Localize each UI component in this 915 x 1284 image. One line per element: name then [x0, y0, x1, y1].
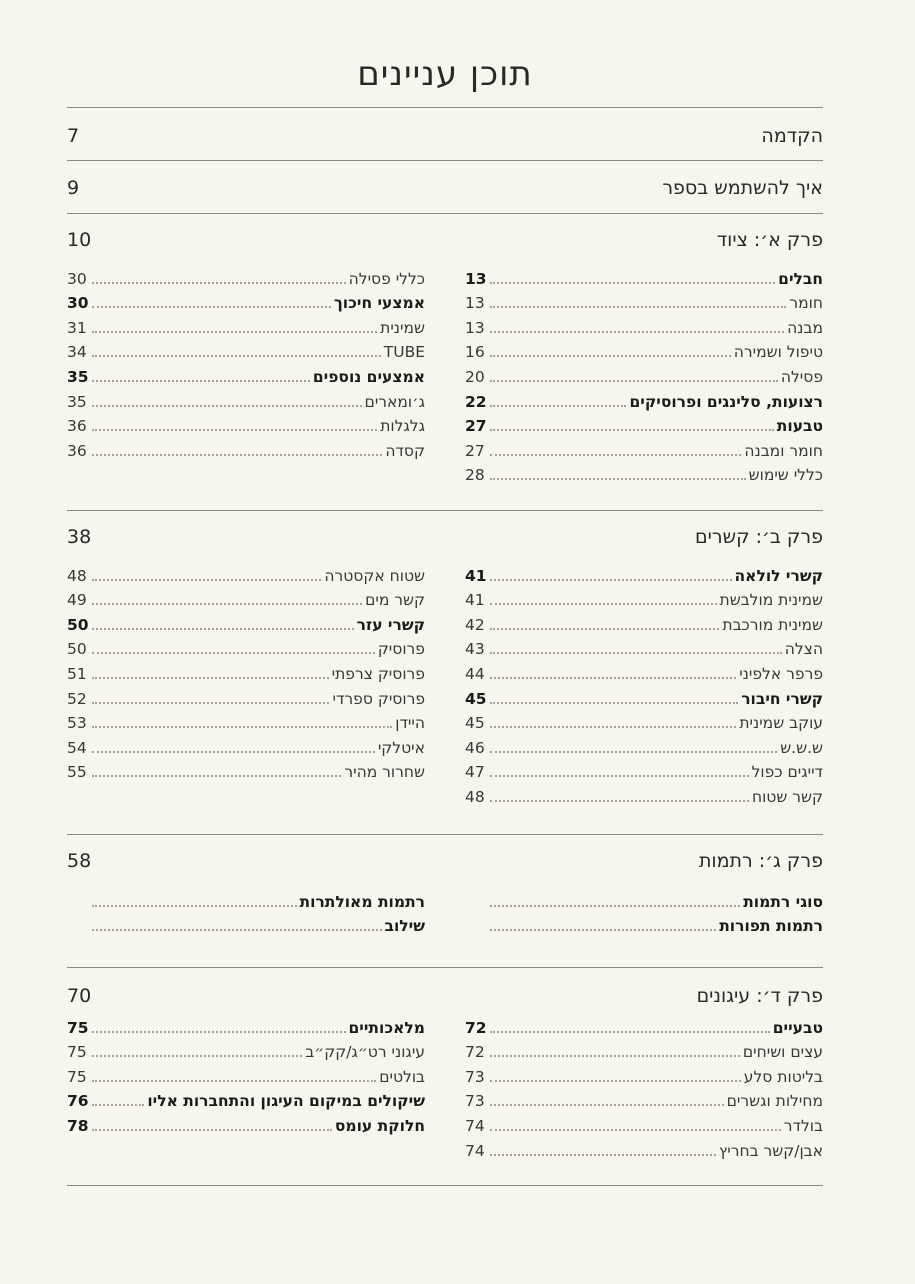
dot-leader	[490, 905, 740, 907]
divider	[67, 1185, 823, 1186]
toc-entry	[67, 387, 425, 412]
toc-entry	[67, 412, 425, 437]
toc-entry	[465, 461, 823, 486]
dot-leader	[490, 380, 778, 382]
dot-leader	[490, 1154, 716, 1156]
dot-leader	[490, 1055, 740, 1057]
dot-leader	[490, 1104, 724, 1106]
dot-leader	[92, 1080, 376, 1082]
toc-entry	[465, 1013, 823, 1038]
entry-label: טיפול ושמירה	[733, 343, 823, 362]
entry-label: שמינית מולבשת	[719, 591, 823, 610]
toc-entry	[465, 412, 823, 437]
dot-leader	[490, 478, 746, 480]
chapter-heading-1	[67, 227, 823, 253]
toc-entry	[465, 313, 823, 338]
divider	[67, 213, 823, 214]
page-number: 72	[465, 1043, 485, 1062]
dot-leader	[490, 775, 749, 777]
toc-entry	[67, 1062, 425, 1087]
entry-label: ג׳ומארים	[364, 392, 425, 411]
entry-label: חלוקת עומס	[334, 1116, 425, 1135]
page-number: 74	[465, 1141, 485, 1160]
toc-entry	[67, 887, 425, 912]
dot-leader	[92, 1055, 302, 1057]
toc-entry	[465, 659, 823, 684]
toc-entry	[67, 586, 425, 611]
entry-label: קשר מים	[365, 591, 425, 610]
toc-entry	[465, 733, 823, 758]
page-number: 50	[67, 640, 87, 659]
entry-label: בולטים	[379, 1067, 425, 1086]
entry-label: איך להשתמש בספר	[662, 177, 823, 199]
dot-leader	[490, 579, 732, 581]
chapter-4-left-column	[67, 1013, 425, 1136]
toc-entry	[465, 610, 823, 635]
toc-entry	[67, 912, 425, 937]
page-number: 72	[465, 1018, 487, 1037]
toc-entry	[465, 709, 823, 734]
entry-label: עצים ושיחים	[742, 1043, 823, 1062]
page-number: 36	[67, 441, 87, 460]
dot-leader	[490, 726, 736, 728]
dot-leader	[490, 1080, 741, 1082]
page-number: 45	[465, 689, 487, 708]
toc-entry	[67, 436, 425, 461]
toc-entry	[465, 436, 823, 461]
entry-label: שטוח אקסטרה	[324, 566, 425, 585]
page-number: 9	[67, 177, 80, 199]
chapter-heading-4	[67, 983, 823, 1009]
dot-leader	[490, 929, 716, 931]
entry-label: מלאכותיים	[348, 1018, 425, 1037]
dot-leader	[92, 702, 329, 704]
chapter-3-left-column	[67, 887, 425, 936]
toc-entry	[465, 1062, 823, 1087]
entry-label: פרוסיק ספרדי	[332, 689, 425, 708]
toc-entry	[465, 338, 823, 363]
entry-label: פסילה	[780, 367, 823, 386]
page-number: 30	[67, 294, 89, 313]
page-number: 13	[465, 269, 487, 288]
chapter-2-left-column	[67, 561, 425, 782]
dot-leader	[92, 726, 392, 728]
dot-leader	[490, 702, 738, 704]
toc-entry	[67, 362, 425, 387]
dot-leader	[490, 1031, 770, 1033]
page-number: 35	[67, 367, 89, 386]
entry-label: עוקב שמינית	[739, 714, 823, 733]
dot-leader	[490, 800, 749, 802]
page-number: 41	[465, 566, 487, 585]
toc-entry	[465, 1038, 823, 1063]
divider	[67, 967, 823, 968]
toc-row-intro	[67, 123, 823, 149]
entry-label: אמצעי חיכוך	[333, 294, 425, 313]
dot-leader	[490, 405, 626, 407]
page-number: 46	[465, 738, 485, 757]
chapter-title: פרק ד׳: עיגונים	[696, 985, 823, 1007]
toc-entry	[465, 362, 823, 387]
toc-entry	[465, 387, 823, 412]
entry-label: קסדה	[385, 441, 425, 460]
toc-entry	[465, 1087, 823, 1112]
dot-leader	[490, 1129, 781, 1131]
dot-leader	[92, 929, 382, 931]
toc-entry	[465, 561, 823, 586]
entry-label: קשרי לולאה	[734, 566, 823, 585]
dot-leader	[92, 282, 346, 284]
entry-label: היידן	[395, 714, 425, 733]
entry-label: חומר	[789, 294, 823, 313]
page-number: 30	[67, 269, 87, 288]
dot-leader	[92, 380, 310, 382]
page-number: 13	[465, 294, 485, 313]
entry-label: פרפר אלפיני	[739, 664, 823, 683]
page-number: 51	[67, 664, 87, 683]
divider	[67, 107, 823, 108]
dot-leader	[490, 628, 719, 630]
page-number: 28	[465, 466, 485, 485]
page-number: 47	[465, 763, 485, 782]
entry-label: אבן/קשר בחריץ	[718, 1141, 823, 1160]
entry-label: שמינית	[380, 318, 425, 337]
page-number: 38	[67, 526, 92, 548]
dot-leader	[92, 628, 354, 630]
page-number: 70	[67, 985, 92, 1007]
chapter-4-right-column	[465, 1013, 823, 1161]
entry-label: מבנה	[787, 318, 823, 337]
dot-leader	[92, 751, 375, 753]
entry-label: טבעות	[776, 417, 823, 436]
dot-leader	[92, 905, 297, 907]
dot-leader	[490, 652, 782, 654]
toc-entry	[67, 1013, 425, 1038]
page-number: 76	[67, 1092, 89, 1111]
divider	[67, 160, 823, 161]
toc-entry	[465, 887, 823, 912]
page-number: 75	[67, 1067, 87, 1086]
entry-label: אמצעים נוספים	[312, 367, 425, 386]
page-number: 42	[465, 615, 485, 634]
entry-label: דייגים כפול	[751, 763, 823, 782]
page-number: 41	[465, 591, 485, 610]
toc-entry	[67, 733, 425, 758]
page-number: 45	[465, 714, 485, 733]
page-number: 48	[67, 566, 87, 585]
toc-entry	[465, 264, 823, 289]
toc-entry	[67, 561, 425, 586]
entry-label: רתמות מאולתרות	[299, 892, 425, 911]
dot-leader	[490, 603, 717, 605]
dot-leader	[490, 282, 775, 284]
dot-leader	[490, 355, 731, 357]
page-number: 54	[67, 738, 87, 757]
entry-label: TUBE	[383, 343, 425, 362]
toc-row-howto	[67, 175, 823, 201]
entry-label: גלגלות	[380, 417, 425, 436]
toc-entry	[67, 709, 425, 734]
entry-label: הקדמה	[761, 125, 823, 147]
entry-label: ש.ש.ש	[780, 738, 823, 757]
chapter-3-right-column	[465, 887, 823, 936]
toc-entry	[465, 912, 823, 937]
entry-label: הצלה	[784, 640, 823, 659]
dot-leader	[92, 1031, 346, 1033]
entry-label: קשרי עזר	[356, 615, 425, 634]
toc-entry	[465, 758, 823, 783]
entry-label: שיקולים במיקום העיגון והתחברות אליו	[147, 1092, 425, 1111]
toc-entry	[465, 586, 823, 611]
dot-leader	[92, 677, 329, 679]
page-number: 75	[67, 1018, 89, 1037]
toc-entry	[465, 1111, 823, 1136]
toc-entry	[67, 289, 425, 314]
page-number: 73	[465, 1067, 485, 1086]
toc-page	[67, 0, 823, 1284]
toc-entry	[67, 635, 425, 660]
toc-entry	[465, 1136, 823, 1161]
entry-label: שמינית מורכבת	[722, 615, 823, 634]
page-number: 78	[67, 1116, 89, 1135]
page-number: 49	[67, 591, 87, 610]
toc-entry	[465, 289, 823, 314]
dot-leader	[92, 652, 375, 654]
chapter-heading-2	[67, 524, 823, 550]
page-number: 73	[465, 1092, 485, 1111]
toc-entry	[67, 1038, 425, 1063]
toc-entry	[67, 610, 425, 635]
chapter-title: פרק ג׳: רתמות	[698, 850, 823, 872]
page-number: 48	[465, 787, 485, 806]
chapter-2-right-column	[465, 561, 823, 807]
entry-label: סוגי רתמות	[743, 892, 823, 911]
entry-label: שילוב	[384, 917, 425, 936]
entry-label: איטלקי	[377, 738, 425, 757]
entry-label: כללי שימוש	[748, 466, 823, 485]
page-number: 13	[465, 318, 485, 337]
entry-label: חבלים	[778, 269, 823, 288]
toc-entry	[67, 758, 425, 783]
entry-label: בליטות סלע	[743, 1067, 823, 1086]
dot-leader	[490, 306, 786, 308]
toc-entry	[67, 659, 425, 684]
dot-leader	[490, 331, 784, 333]
page-number: 27	[465, 417, 487, 436]
dot-leader	[92, 355, 381, 357]
toc-entry	[67, 313, 425, 338]
page-number: 34	[67, 343, 87, 362]
page-number: 7	[67, 125, 80, 147]
page-number: 16	[465, 343, 485, 362]
page-number: 22	[465, 392, 487, 411]
toc-entry	[67, 684, 425, 709]
dot-leader	[92, 306, 331, 308]
dot-leader	[92, 603, 362, 605]
entry-label: קשרי חיבור	[741, 689, 823, 708]
entry-label: שחרור מהיר	[344, 763, 425, 782]
page-number: 55	[67, 763, 87, 782]
divider	[67, 510, 823, 511]
page-number: 36	[67, 417, 87, 436]
page-number: 58	[67, 850, 92, 872]
dot-leader	[490, 429, 774, 431]
entry-label: פרוסיק צרפתי	[331, 664, 425, 683]
chapter-title: פרק א׳: ציוד	[716, 229, 823, 251]
chapter-title: פרק ב׳: קשרים	[695, 526, 823, 548]
dot-leader	[92, 331, 377, 333]
page-number: 52	[67, 689, 87, 708]
toc-entry	[67, 1111, 425, 1136]
toc-entry	[465, 684, 823, 709]
dot-leader	[92, 1104, 144, 1106]
page-number: 50	[67, 615, 89, 634]
page-number: 44	[465, 664, 485, 683]
entry-label: בולדר	[783, 1116, 823, 1135]
page-number: 75	[67, 1043, 87, 1062]
entry-label: טבעיים	[772, 1018, 823, 1037]
toc-entry	[67, 338, 425, 363]
toc-entry	[67, 264, 425, 289]
page-number: 10	[67, 229, 92, 251]
chapter-1-left-column	[67, 264, 425, 461]
dot-leader	[92, 775, 341, 777]
dot-leader	[490, 751, 777, 753]
page-title: תוכן עניינים	[357, 54, 533, 94]
toc-entry	[465, 635, 823, 660]
toc-entry	[465, 782, 823, 807]
entry-label: קשר שטוח	[751, 787, 823, 806]
dot-leader	[92, 1129, 332, 1131]
entry-label: חומר ומבנה	[744, 441, 823, 460]
dot-leader	[92, 405, 362, 407]
dot-leader	[92, 429, 377, 431]
entry-label: כללי פסילה	[348, 269, 425, 288]
page-number: 31	[67, 318, 87, 337]
dot-leader	[490, 677, 736, 679]
page-number: 20	[465, 367, 485, 386]
entry-label: רצועות, סלינגים ופרוסיקים	[629, 392, 823, 411]
page-number: 43	[465, 640, 485, 659]
toc-entry	[67, 1087, 425, 1112]
entry-label: פרוסיק	[377, 640, 425, 659]
page-number: 53	[67, 714, 87, 733]
entry-label: רתמות תפורות	[719, 917, 823, 936]
page-number: 74	[465, 1116, 485, 1135]
entry-label: עיגוני רט״ג/קק״ב	[305, 1043, 425, 1062]
chapter-heading-3	[67, 848, 823, 874]
chapter-1-right-column	[465, 264, 823, 485]
dot-leader	[92, 454, 382, 456]
page-number: 35	[67, 392, 87, 411]
dot-leader	[92, 579, 321, 581]
page-number: 27	[465, 441, 485, 460]
dot-leader	[490, 454, 741, 456]
divider	[67, 834, 823, 835]
entry-label: מחילות וגשרים	[726, 1092, 823, 1111]
